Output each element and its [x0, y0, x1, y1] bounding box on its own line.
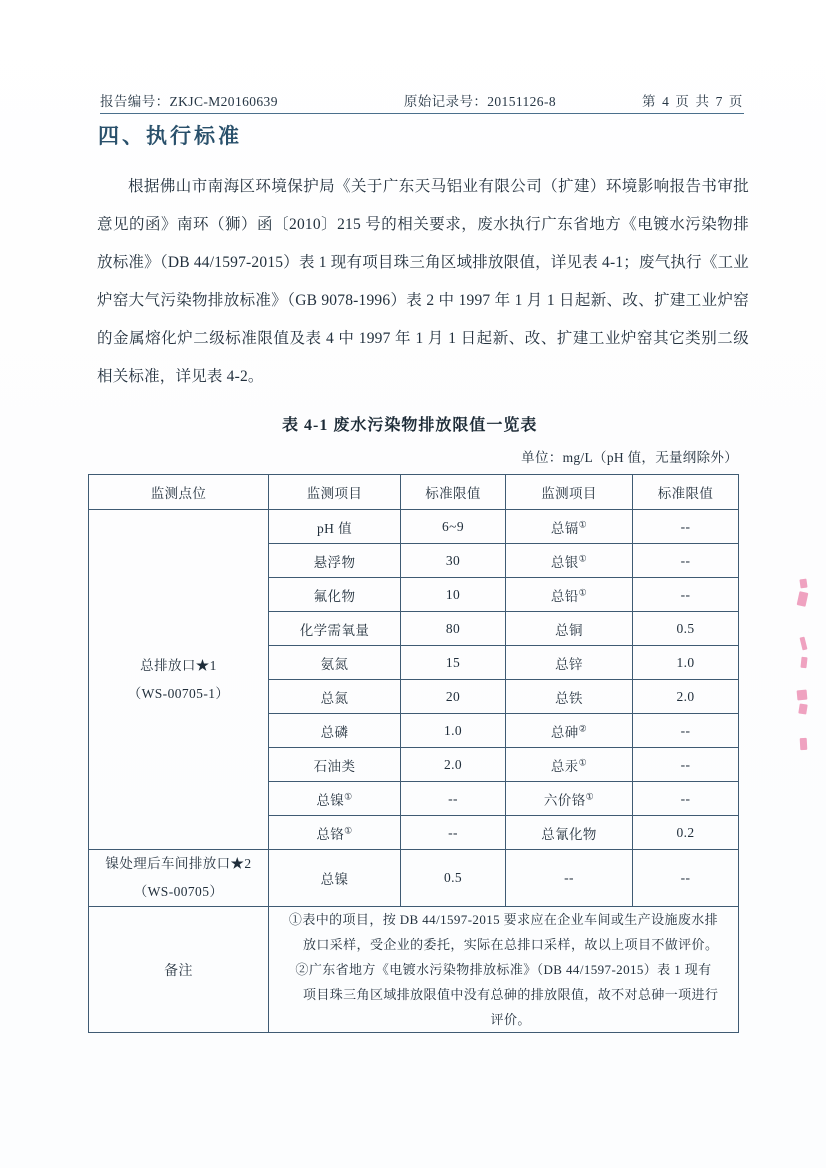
limit-value-left: -- [401, 816, 506, 850]
limit-value-right: -- [633, 510, 739, 544]
remark-line: ①表中的项目，按 DB 44/1597-2015 要求应在企业车间或生产设施废水排 [288, 912, 719, 927]
item-name-left: pH 值 [269, 510, 401, 544]
footnote-marker: ① [585, 791, 595, 801]
item-name-right: 总镉① [506, 510, 633, 544]
limit-value-left: 1.0 [401, 714, 506, 748]
item-name-right: 总锌 [506, 646, 633, 680]
limit-value-right: 2.0 [633, 680, 739, 714]
remark-line: 评价。 [490, 1012, 531, 1027]
site-name: 总排放口★1 [140, 657, 217, 673]
item-name-left: 总镍① [269, 782, 401, 816]
col-header-limit-1: 标准限值 [401, 475, 506, 510]
table-caption: 表 4-1 废水污染物排放限值一览表 [282, 417, 538, 434]
item-name-right: 总汞① [506, 748, 633, 782]
limit-value-left: 30 [401, 544, 506, 578]
limit-value-left: 80 [401, 612, 506, 646]
record-number: 原始记录号：20151126-8 [403, 94, 557, 109]
footnote-marker: ① [578, 519, 588, 529]
body-paragraph-block [97, 168, 749, 396]
site-cell-outlet-2 [89, 850, 269, 907]
limit-value-right: 0.2 [633, 816, 739, 850]
remark-body [269, 907, 739, 1033]
table-row [89, 510, 739, 544]
item-name-left: 总铬① [269, 816, 401, 850]
limit-value-right: -- [633, 578, 739, 612]
limit-value-right: -- [633, 544, 739, 578]
body-paragraph: 根据佛山市南海区环境保护局《关于广东天马铝业有限公司（扩建）环境影响报告书审批意见的函》南环（狮）函〔2010〕215 号的相关要求，废水执行广东省地方《电镀水污染物排放标准》（DB 44/1597-2015）表 1 现有项目珠三角区域排放限值，详见表 4-1；废气执行《工业炉窑大气污染物排放标准》（GB 9078-1996）表 2 中 1997 年 1 月 1 日起新、改、扩建工业炉窑的金属熔化炉二级标准限值及表 4 中 1997 年 1 月 1 日起新、改、扩建工业炉窑其它类别二级相关标准，详见表 4-2。 [97, 178, 749, 385]
item-name-left: 氟化物 [269, 578, 401, 612]
site-cell-outlet-1 [89, 510, 269, 850]
item-name-left: 石油类 [269, 748, 401, 782]
footnote-marker: ① [344, 825, 353, 835]
limit-value-left: 15 [401, 646, 506, 680]
limit-value-right: 0.5 [633, 612, 739, 646]
col-header-site: 监测点位 [89, 475, 269, 510]
table-header-row [89, 475, 739, 510]
item-name-right: 总铜 [506, 612, 633, 646]
site-name: 镍处理后车间排放口★2 [105, 856, 252, 871]
footnote-marker: ② [578, 723, 588, 733]
limit-value-right: -- [633, 748, 739, 782]
report-number: 报告编号：ZKJC-M20160639 [100, 94, 278, 109]
limit-value-right: 1.0 [633, 646, 739, 680]
limit-value-left: 20 [401, 680, 506, 714]
col-header-item-2: 监测项目 [506, 475, 633, 510]
limit-value-left: 2.0 [401, 748, 506, 782]
remark-label: 备注 [89, 907, 269, 1033]
item-name-left: 悬浮物 [269, 544, 401, 578]
table-row [89, 850, 739, 907]
item-name-left: 氨氮 [269, 646, 401, 680]
item-name-right: 总氰化物 [506, 816, 633, 850]
footnote-marker: ① [344, 791, 353, 801]
limit-value-left: 10 [401, 578, 506, 612]
limit-value-right: -- [633, 714, 739, 748]
item-name-left: 总氮 [269, 680, 401, 714]
site-code: （WS-00705） [133, 884, 224, 899]
footnote-marker: ① [578, 757, 588, 767]
col-header-item-1: 监测项目 [269, 475, 401, 510]
table-remark-row [89, 907, 739, 1033]
limit-value-left: -- [401, 782, 506, 816]
page-title: 四、执行标准 [98, 125, 242, 148]
item-name-right: 六价铬① [506, 782, 633, 816]
site-code: （WS-00705-1） [127, 685, 230, 701]
item-name-right: 总铁 [506, 680, 633, 714]
item-name-left: 总镍 [269, 850, 401, 907]
col-header-limit-2: 标准限值 [633, 475, 739, 510]
footnote-marker: ① [578, 587, 588, 597]
remark-line: ②广东省地方《电镀水污染物排放标准》（DB 44/1597-2015）表 1 现有 [295, 962, 712, 977]
document-header [100, 90, 744, 114]
item-name-right: 总银① [506, 544, 633, 578]
item-name-left: 化学需氧量 [269, 612, 401, 646]
table-unit-note: 单位：mg/L（pH 值，无量纲除外） [521, 450, 738, 465]
wastewater-limits-table [88, 474, 739, 1033]
remark-line: 项目珠三角区域排放限值中没有总砷的排放限值，故不对总砷一项进行 [302, 987, 719, 1002]
item-name-left: 总磷 [269, 714, 401, 748]
limit-value-right: -- [633, 782, 739, 816]
red-stamp-fragment [786, 575, 820, 805]
limit-value-right: -- [633, 850, 739, 907]
table-body [89, 510, 739, 1033]
limit-value-left: 6~9 [401, 510, 506, 544]
remark-line: 放口采样，受企业的委托，实际在总排口采样，故以上项目不做评价。 [302, 937, 719, 952]
item-name-right: 总铅① [506, 578, 633, 612]
item-name-right: 总砷② [506, 714, 633, 748]
page-number: 第 4 页 共 7 页 [642, 94, 744, 109]
footnote-marker: ① [578, 553, 588, 563]
item-name-right: -- [506, 850, 633, 907]
limit-value-left: 0.5 [401, 850, 506, 907]
